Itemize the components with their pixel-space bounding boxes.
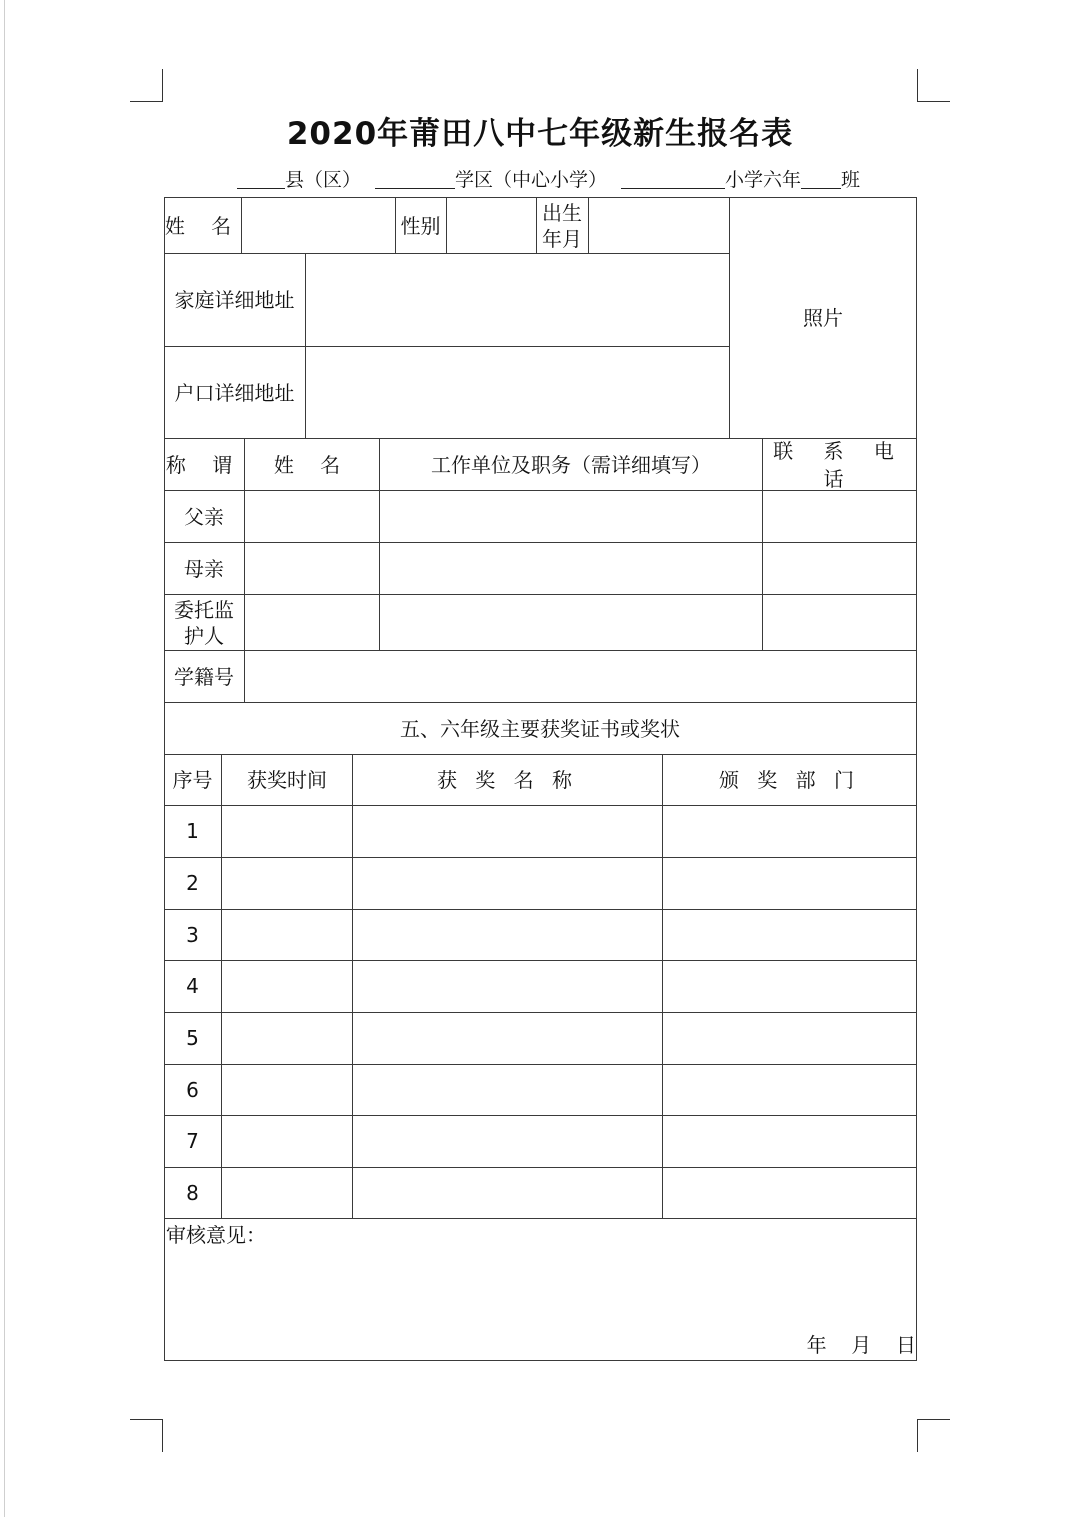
work-header: 工作单位及职务（需详细填写） (431, 452, 711, 477)
gender-label: 性别 (400, 213, 441, 238)
award-row-number: 8 (186, 1181, 199, 1205)
photo-box: 照片 (803, 306, 843, 330)
award-time-field[interactable] (222, 910, 352, 960)
birth-field[interactable] (589, 197, 729, 254)
review-date: 年 月 日 (806, 1333, 916, 1357)
guardian-label-line1: 委托监 (174, 597, 234, 622)
father-label: 父亲 (184, 504, 224, 529)
award-row-number: 4 (186, 974, 199, 998)
crop-mark-top-left (130, 69, 163, 102)
mother-work-field[interactable] (380, 543, 762, 594)
award-dept-field[interactable] (663, 910, 916, 960)
review-field[interactable] (166, 1250, 914, 1328)
award-name-field[interactable] (353, 1168, 662, 1218)
school-blank[interactable] (621, 168, 725, 189)
school-info-line (237, 166, 860, 192)
guardian-label (164, 595, 244, 650)
review-label: 审核意见： (166, 1223, 266, 1247)
award-dept-field[interactable] (663, 1168, 916, 1218)
award-dept-field[interactable] (663, 858, 916, 908)
award-name-field[interactable] (353, 961, 662, 1011)
guardian-phone-field[interactable] (763, 595, 916, 650)
award-row-number: 1 (186, 819, 199, 843)
award-row-number: 3 (186, 923, 199, 947)
award-time-field[interactable] (222, 858, 352, 908)
phone-header: 联 系 电 话 (773, 438, 906, 491)
crop-mark-bottom-right (917, 1419, 950, 1452)
district-label: 学区（中心小学） (455, 169, 608, 191)
crop-mark-bottom-left (130, 1419, 163, 1452)
award-name-field[interactable] (353, 910, 662, 960)
award-name-field[interactable] (353, 1065, 662, 1115)
birth-label-line1: 出生 (542, 200, 582, 225)
award-row-number: 5 (186, 1026, 199, 1050)
class-blank[interactable] (801, 168, 841, 189)
award-row-number: 2 (186, 871, 199, 895)
gender-field[interactable] (447, 197, 536, 254)
award-no-header: 序号 (172, 768, 213, 792)
father-work-field[interactable] (380, 491, 762, 542)
class-label: 班 (841, 169, 861, 191)
award-dept-field[interactable] (663, 1065, 916, 1115)
mother-phone-field[interactable] (763, 543, 916, 594)
award-time-field[interactable] (222, 1013, 352, 1063)
crop-mark-top-right (917, 69, 950, 102)
award-name-field[interactable] (353, 806, 662, 856)
birth-label (536, 197, 588, 254)
district-blank[interactable] (375, 168, 455, 189)
award-dept-field[interactable] (663, 961, 916, 1011)
award-name-field[interactable] (353, 1013, 662, 1063)
awards-section-title: 五、六年级主要获奖证书或奖状 (400, 716, 680, 741)
award-name-header: 获 奖 名 称 (436, 768, 579, 792)
award-row-number: 6 (186, 1078, 199, 1102)
guardian-label-line2: 护人 (184, 623, 224, 648)
mother-name-field[interactable] (245, 543, 379, 594)
name-field[interactable] (242, 197, 395, 254)
award-time-header: 获奖时间 (247, 768, 327, 792)
birth-label-line2: 年月 (542, 226, 582, 251)
father-name-field[interactable] (245, 491, 379, 542)
county-blank[interactable] (237, 168, 285, 189)
award-row-number: 7 (186, 1129, 199, 1153)
name-label: 姓 名 (164, 213, 242, 238)
award-name-field[interactable] (353, 858, 662, 908)
student-id-field[interactable] (245, 651, 916, 702)
student-id-label: 学籍号 (174, 664, 234, 689)
home-address-field[interactable] (306, 253, 729, 346)
relation-header: 称 谓 (165, 452, 243, 477)
form-title: 2020年莆田八中七年级新生报名表 (286, 116, 794, 152)
county-label: 县（区） (285, 169, 362, 191)
award-dept-field[interactable] (663, 1013, 916, 1063)
father-phone-field[interactable] (763, 491, 916, 542)
award-dept-field[interactable] (663, 1116, 916, 1166)
school-label: 小学六年 (725, 169, 802, 191)
hukou-address-field[interactable] (306, 346, 729, 439)
award-dept-header: 颁 奖 部 门 (718, 768, 861, 792)
award-time-field[interactable] (222, 806, 352, 856)
guardian-work-field[interactable] (380, 595, 762, 650)
parent-name-header: 姓 名 (273, 452, 351, 477)
page-edge-line (4, 0, 5, 1517)
award-time-field[interactable] (222, 961, 352, 1011)
hukou-address-label: 户口详细地址 (174, 380, 295, 405)
award-time-field[interactable] (222, 1168, 352, 1218)
home-address-label: 家庭详细地址 (174, 287, 295, 312)
guardian-name-field[interactable] (245, 595, 379, 650)
award-time-field[interactable] (222, 1065, 352, 1115)
award-dept-field[interactable] (663, 806, 916, 856)
award-time-field[interactable] (222, 1116, 352, 1166)
mother-label: 母亲 (184, 556, 224, 581)
award-name-field[interactable] (353, 1116, 662, 1166)
